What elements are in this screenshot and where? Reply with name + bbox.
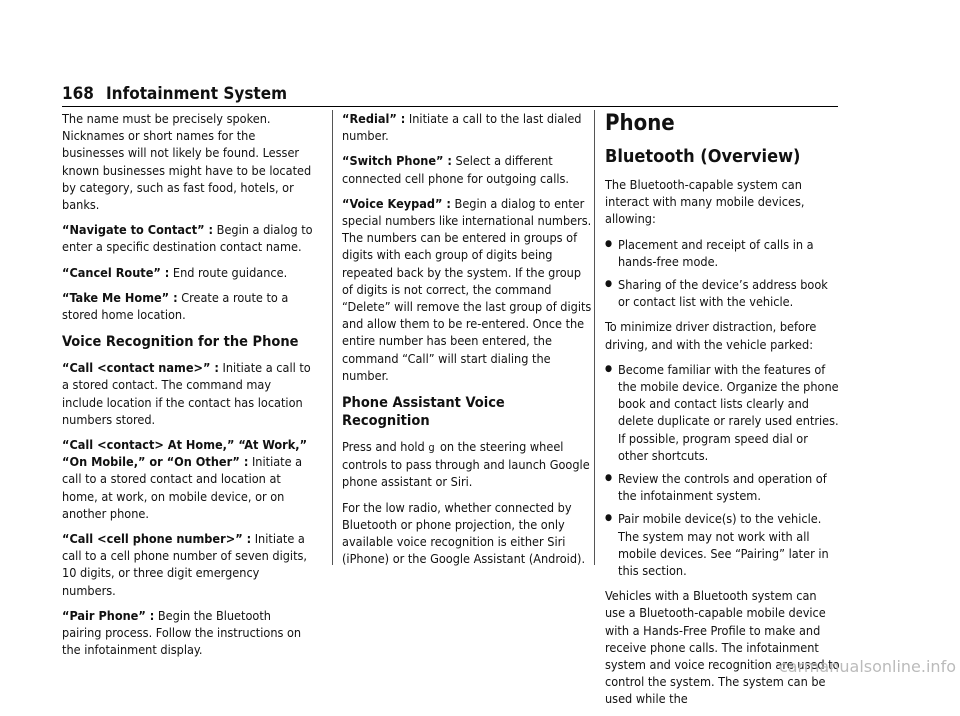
bullet-icon: ● — [605, 279, 613, 290]
text: on the steering wheel controls to pass through and launch Google phone assistant or Siri. — [342, 439, 590, 490]
chapter-title: Phone — [605, 111, 675, 136]
paragraph: The name must be precisely spoken. Nicknames or short names for the businesses will not likely be found. Lesser known businesses might have to be located by category, such as fast food, hotels, or banks. — [62, 111, 312, 213]
command-term: “Voice Keypad” : — [342, 195, 451, 211]
command-desc: Initiate a call to a cell phone number of seven digits, 10 digits, or three digit emergency numbers. — [62, 531, 308, 598]
list-item — [605, 510, 840, 579]
command-entry — [62, 221, 314, 255]
section-heading: Voice Recognition for the Phone — [62, 334, 299, 351]
column-divider — [594, 110, 595, 565]
column-divider — [332, 110, 333, 565]
list-item-text: Become familiar with the features of the mobile device. Organize the phone book and contact lists clearly and delete duplicate or rarely used entries. — [618, 361, 839, 429]
command-desc: Begin a dialog to enter special numbers like international numbers. The numbers can be entered in groups of digits with each group of digits being repeated back by the system. If the group of digits is not correct, the command “Delete” will remove the last group of digits and allow them to be re-entered. Once the entire number has been entered, the command “Call” will start dialing the number. — [342, 195, 592, 383]
command-term: “Call <cell phone number>” : — [62, 531, 252, 547]
command-entry — [342, 195, 594, 384]
list-item — [605, 236, 840, 270]
bullet-icon: ● — [605, 513, 613, 524]
page-header — [62, 80, 838, 107]
command-entry — [62, 289, 314, 323]
command-term: “Cancel Route” : — [62, 264, 170, 280]
column-3 — [605, 110, 840, 716]
command-entry — [62, 359, 314, 428]
command-desc: Begin a dialog to enter a specific destination contact name. — [62, 222, 313, 255]
list-item-text: Sharing of the device’s address book or contact list with the vehicle. — [618, 277, 828, 310]
list-item-text: Placement and receipt of calls in a hands-free mode. — [618, 236, 814, 269]
list-item — [605, 276, 840, 310]
list-item — [605, 470, 840, 504]
bullet-list — [605, 236, 840, 311]
command-desc: Create a route to a stored home location. — [62, 289, 289, 323]
paragraph: To minimize driver distraction, before driving, and with the vehicle parked: — [605, 319, 817, 352]
command-entry — [342, 152, 594, 186]
bullet-list — [605, 361, 840, 579]
paragraph — [342, 438, 594, 491]
section-title: Infotainment System — [106, 84, 288, 104]
paragraph: The Bluetooth-capable system can interact with many mobile devices, allowing: — [605, 177, 805, 227]
column-1 — [62, 110, 314, 666]
command-desc: End route guidance. — [169, 264, 288, 280]
command-entry — [342, 110, 594, 144]
voice-recognition-icon: g — [428, 441, 435, 455]
list-item-text: Review the controls and operation of the infotainment system. — [618, 471, 827, 504]
text: Press and hold — [342, 439, 429, 455]
command-term: “Switch Phone” : — [342, 153, 452, 169]
bullet-icon: ● — [605, 363, 613, 374]
list-item — [605, 361, 840, 464]
command-entry — [62, 436, 314, 522]
list-item-text: Pair mobile device(s) to the vehicle. The system may not work with all mobile devices. See “Pairing” later in this section. — [618, 511, 829, 579]
command-term: “Pair Phone” : — [62, 607, 155, 623]
command-entry — [62, 530, 314, 599]
command-desc: Initiate a call to a stored contact. The command may include location if the contact has location numbers stored. — [62, 360, 311, 427]
watermark: carmanualsonline.info — [778, 657, 956, 676]
command-entry — [62, 607, 314, 659]
paragraph: Vehicles with a Bluetooth system can use a Bluetooth-capable mobile device with a Hands-Free Profile to make and receive phone calls. The infotainment system and voice recognition are used to control the system. The system can be used while the — [605, 588, 840, 707]
command-desc: Initiate a call to the last dialed number. — [342, 111, 582, 144]
column-2 — [342, 110, 594, 575]
command-desc: Begin the Bluetooth pairing process. Follow the instructions on the infotainment display. — [62, 607, 302, 658]
command-term: “Call <contact name>” : — [62, 360, 219, 376]
section-heading: Phone Assistant Voice Recognition — [342, 395, 505, 430]
command-desc: Initiate a call to a stored contact and location at home, at work, on mobile device, or on another phone. — [62, 454, 303, 521]
command-term: “Call <contact> At Home,” “At Work,” “On Mobile,” or “On Other” : — [62, 437, 308, 470]
page-number: 168 — [62, 84, 94, 104]
command-term: “Navigate to Contact” : — [62, 222, 214, 238]
bullet-icon: ● — [605, 238, 613, 249]
paragraph: For the low radio, whether connected by Bluetooth or phone projection, the only available voice recognition is either Siri (iPhone) or the Google Assistant (Android). — [342, 499, 586, 567]
command-term: “Take Me Home” : — [62, 289, 178, 305]
command-desc: Select a different connected cell phone for outgoing calls. — [342, 153, 570, 186]
command-term: “Redial” : — [342, 111, 406, 126]
list-item-text: If possible, program speed dial or other shortcuts. — [618, 430, 808, 463]
bullet-icon: ● — [605, 473, 613, 484]
section-heading: Bluetooth (Overview) — [605, 146, 801, 167]
command-entry — [62, 264, 314, 281]
